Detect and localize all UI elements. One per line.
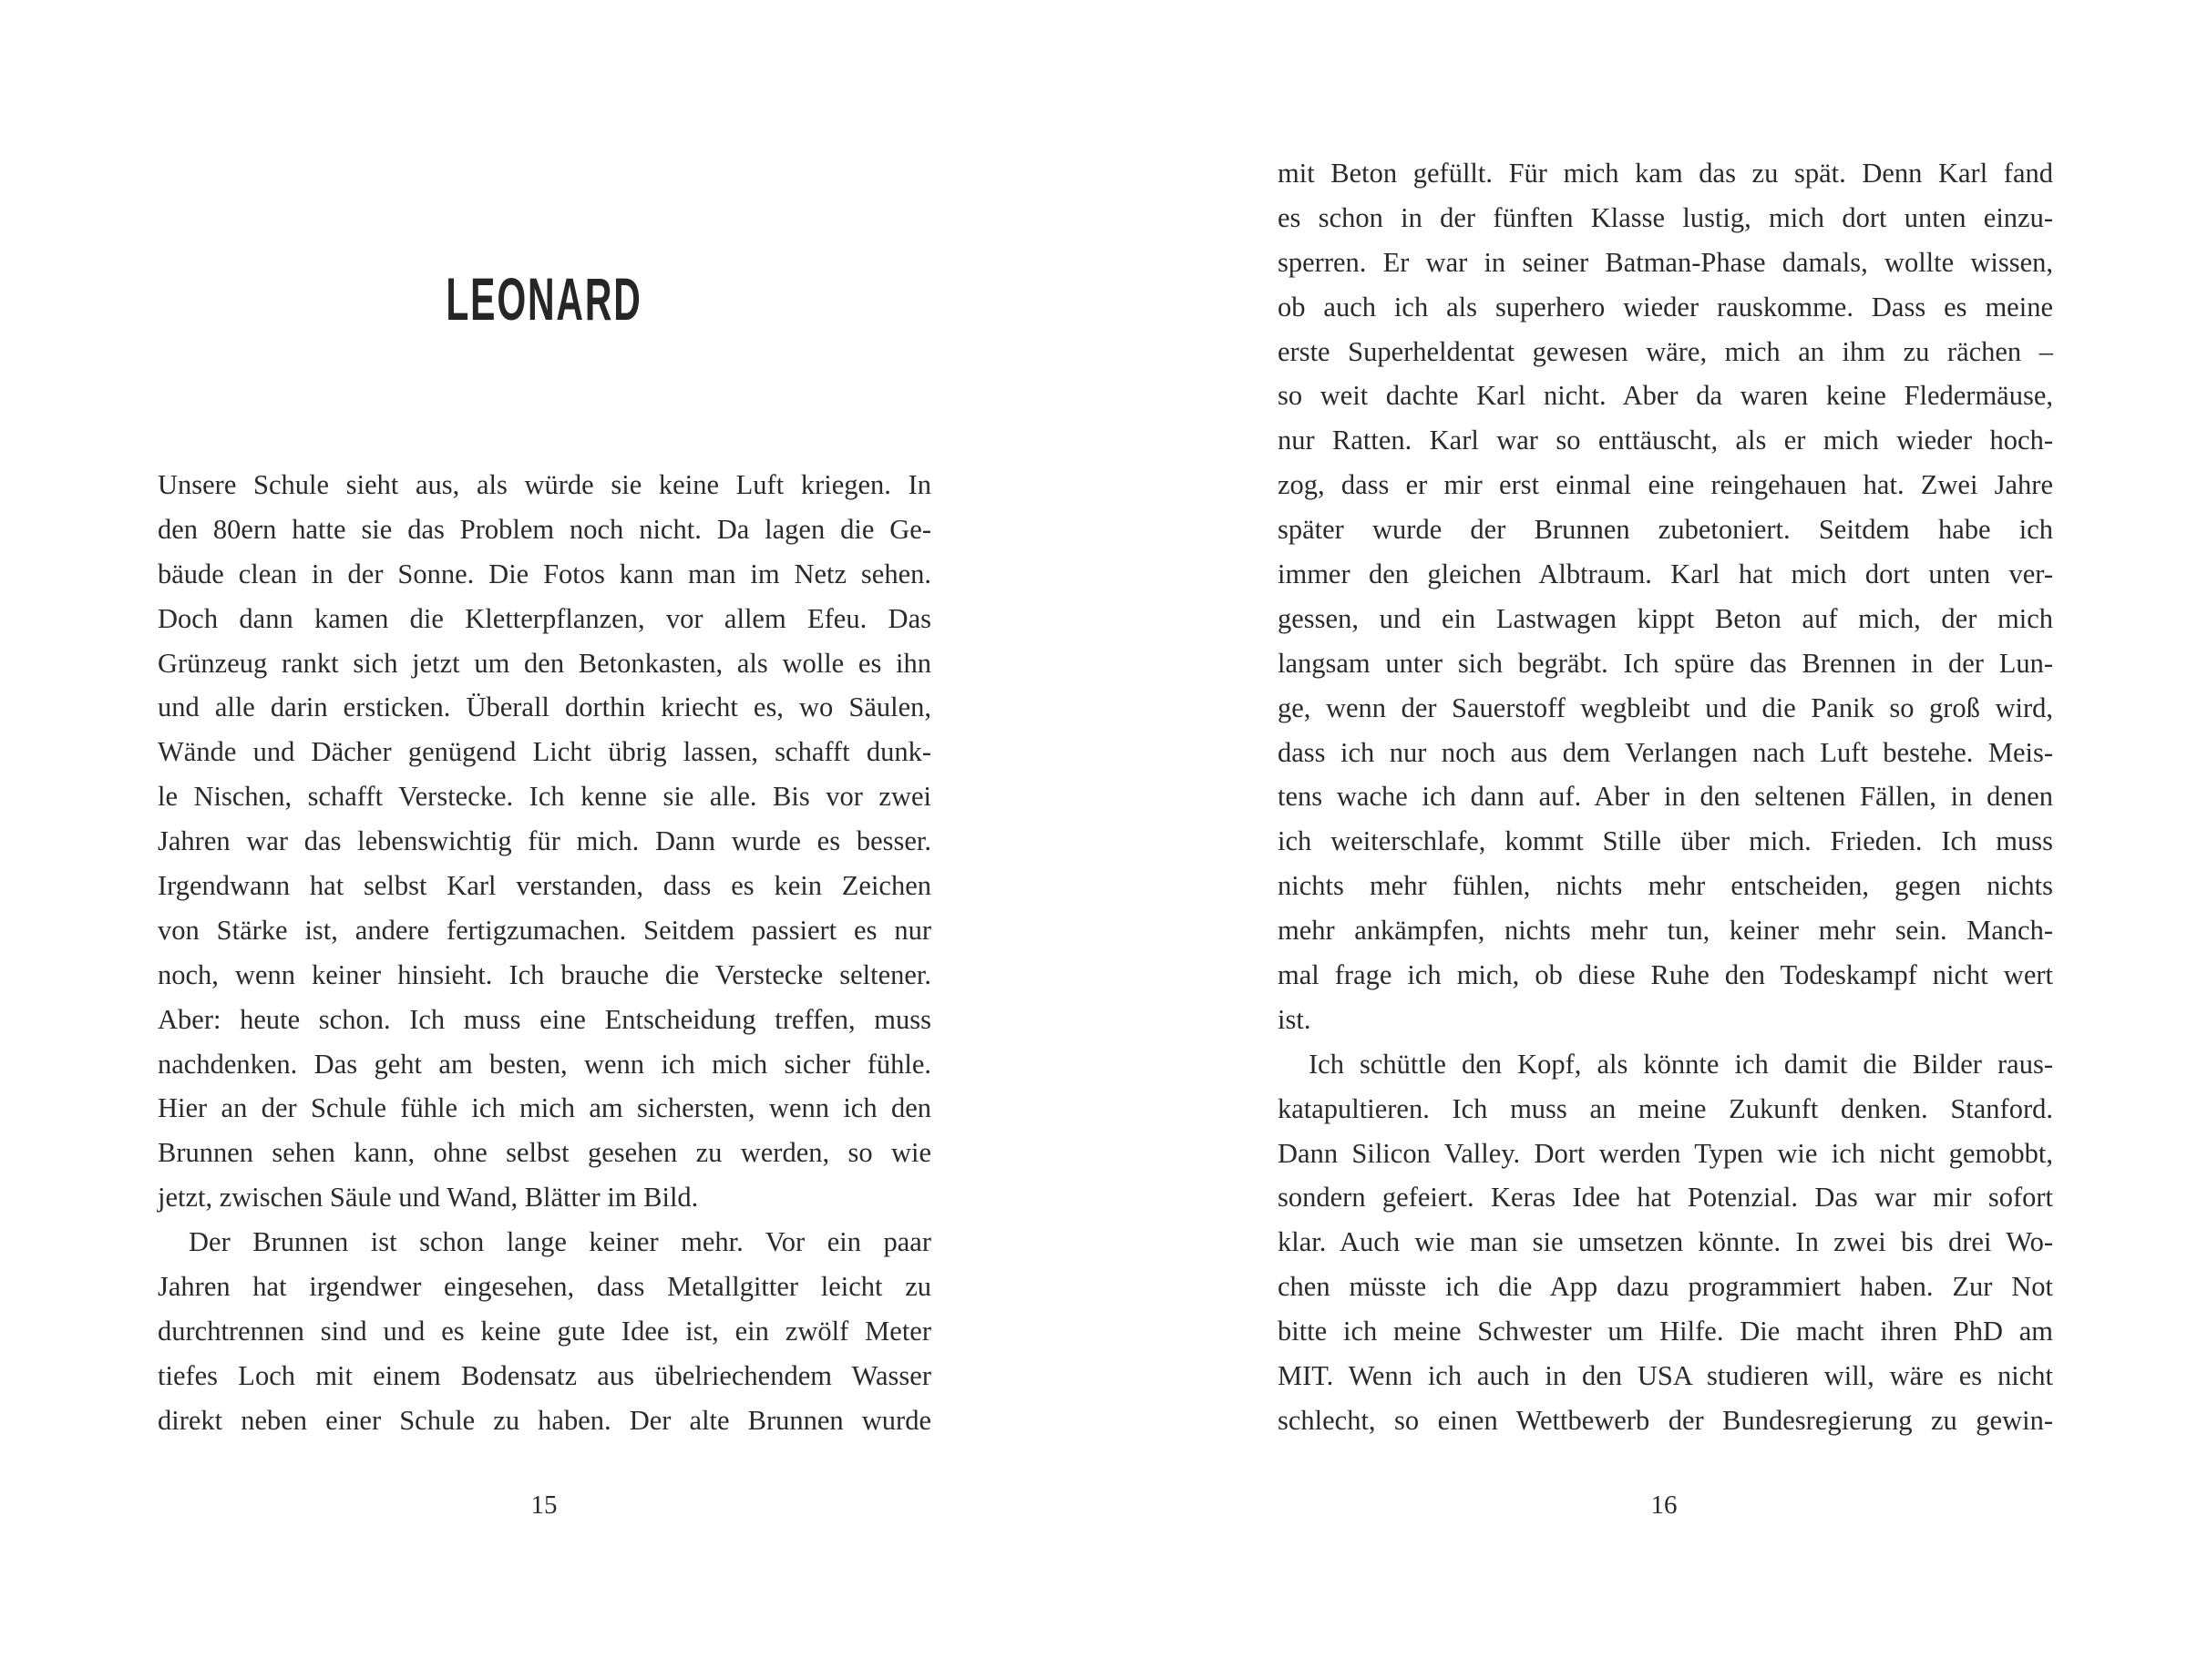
text-line: katapultieren. Ich muss an meine Zukunft denken. Stanford. xyxy=(1278,1092,2053,1124)
text-line: ich weiterschlafe, kommt Stille über mich. Frieden. Ich muss xyxy=(1278,825,2053,857)
text-line: bäude clean in der Sonne. Die Fotos kann man im Netz sehen. xyxy=(158,558,931,589)
text-line: Wände und Dächer genügend Licht übrig lassen, schafft dunk- xyxy=(158,736,931,768)
text-line: klar. Auch wie man sie umsetzen könnte. In zwei bis drei Wo- xyxy=(1278,1226,2053,1258)
text-line: le Nischen, schafft Verstecke. Ich kenne sie alle. Bis vor zwei xyxy=(158,781,931,813)
text-line: durchtrennen sind und es keine gute Idee ist, ein zwölf Meter xyxy=(158,1315,931,1347)
text-line: Grünzeug rankt sich jetzt um den Betonkasten, als wolle es ihn xyxy=(158,647,931,679)
text-line: zog, dass er mir erst einmal eine reingehauen hat. Zwei Jahre xyxy=(1278,469,2053,501)
text-line: von Stärke ist, andere fertigzumachen. Seitdem passiert es nur xyxy=(158,914,931,946)
left-page-body xyxy=(158,463,931,1443)
text-line: tens wache ich dann auf. Aber in den seltenen Fällen, in denen xyxy=(1278,781,2053,813)
text-line: chen müsste ich die App dazu programmiert haben. Zur Not xyxy=(1278,1271,2053,1303)
text-line: erste Superheldentat gewesen wäre, mich an ihm zu rächen – xyxy=(1278,335,2053,367)
page-number-right: 16 xyxy=(1650,1490,1678,1520)
text-line: Der Brunnen ist schon lange keiner mehr. Vor ein paar xyxy=(189,1226,931,1258)
text-line: ob auch ich als superhero wieder rauskomme. Dass es meine xyxy=(1278,291,2053,323)
text-line: Hier an der Schule fühle ich mich am sichersten, wenn ich den xyxy=(158,1092,931,1124)
text-line: noch, wenn keiner hinsieht. Ich brauche die Verstecke seltener. xyxy=(158,958,931,990)
text-line: später wurde der Brunnen zubetoniert. Seitdem habe ich xyxy=(1278,514,2053,546)
text-line: den 80ern hatte sie das Problem noch nicht. Da lagen die Ge- xyxy=(158,513,931,545)
chapter-title: LEONARD xyxy=(446,265,642,333)
text-line: Doch dann kamen die Kletterpflanzen, vor allem Efeu. Das xyxy=(158,602,931,634)
text-line: ist. xyxy=(1278,1003,1311,1035)
page-number-left: 15 xyxy=(530,1490,558,1520)
text-line: bitte ich meine Schwester um Hilfe. Die macht ihren PhD am xyxy=(1278,1316,2053,1347)
text-line: schlecht, so einen Wettbewerb der Bundesregierung zu gewin- xyxy=(1278,1404,2053,1436)
text-line: Ich schüttle den Kopf, als könnte ich damit die Bilder raus- xyxy=(1309,1048,2053,1080)
text-line: sondern gefeiert. Keras Idee hat Potenzial. Das war mir sofort xyxy=(1278,1182,2053,1214)
text-line: immer den gleichen Albtraum. Karl hat mich dort unten ver- xyxy=(1278,558,2053,590)
right-page-body xyxy=(1278,151,2053,1443)
text-line: mal frage ich mich, ob diese Ruhe den Todeskampf nicht wert xyxy=(1278,959,2053,991)
text-line: dass ich nur noch aus dem Verlangen nach Luft bestehe. Meis- xyxy=(1278,736,2053,768)
text-line: mit Beton gefüllt. Für mich kam das zu spät. Denn Karl fand xyxy=(1278,158,2053,189)
text-line: direkt neben einer Schule zu haben. Der alte Brunnen wurde xyxy=(158,1404,931,1436)
text-line: sperren. Er war in seiner Batman-Phase damals, wollte wissen, xyxy=(1278,246,2053,278)
text-line: langsam unter sich begräbt. Ich spüre das Brennen in der Lun- xyxy=(1278,647,2053,679)
text-line: Unsere Schule sieht aus, als würde sie keine Luft kriegen. In xyxy=(158,469,931,500)
text-line: nur Ratten. Karl war so enttäuscht, als er mich wieder hoch- xyxy=(1278,425,2053,456)
text-line: Brunnen sehen kann, ohne selbst gesehen zu werden, so wie xyxy=(158,1137,931,1169)
text-line: mehr ankämpfen, nichts mehr tun, keiner mehr sein. Manch- xyxy=(1278,915,2053,947)
text-line: gessen, und ein Lastwagen kippt Beton auf mich, der mich xyxy=(1278,602,2053,634)
text-line: nachdenken. Das geht am besten, wenn ich mich sicher fühle. xyxy=(158,1048,931,1080)
text-line: es schon in der fünften Klasse lustig, mich dort unten einzu- xyxy=(1278,201,2053,233)
text-line: nichts mehr fühlen, nichts mehr entscheiden, gegen nichts xyxy=(1278,870,2053,902)
text-line: und alle darin ersticken. Überall dorthin kriecht es, wo Säulen, xyxy=(158,691,931,723)
text-line: MIT. Wenn ich auch in den USA studieren will, wäre es nicht xyxy=(1278,1360,2053,1392)
text-line: so weit dachte Karl nicht. Aber da waren keine Fledermäuse, xyxy=(1278,380,2053,412)
text-line: Irgendwann hat selbst Karl verstanden, dass es kein Zeichen xyxy=(158,870,931,902)
text-line: ge, wenn der Sauerstoff wegbleibt und die Panik so groß wird, xyxy=(1278,691,2053,723)
text-line: Jahren war das lebenswichtig für mich. Dann wurde es besser. xyxy=(158,825,931,857)
text-line: Dann Silicon Valley. Dort werden Typen wie ich nicht gemobbt, xyxy=(1278,1137,2053,1169)
text-line: Jahren hat irgendwer eingesehen, dass Metallgitter leicht zu xyxy=(158,1271,931,1303)
text-line: Aber: heute schon. Ich muss eine Entscheidung treffen, muss xyxy=(158,1003,931,1035)
text-line: tiefes Loch mit einem Bodensatz aus übelriechendem Wasser xyxy=(158,1359,931,1391)
text-line: jetzt, zwischen Säule und Wand, Blätter im Bild. xyxy=(158,1182,699,1214)
